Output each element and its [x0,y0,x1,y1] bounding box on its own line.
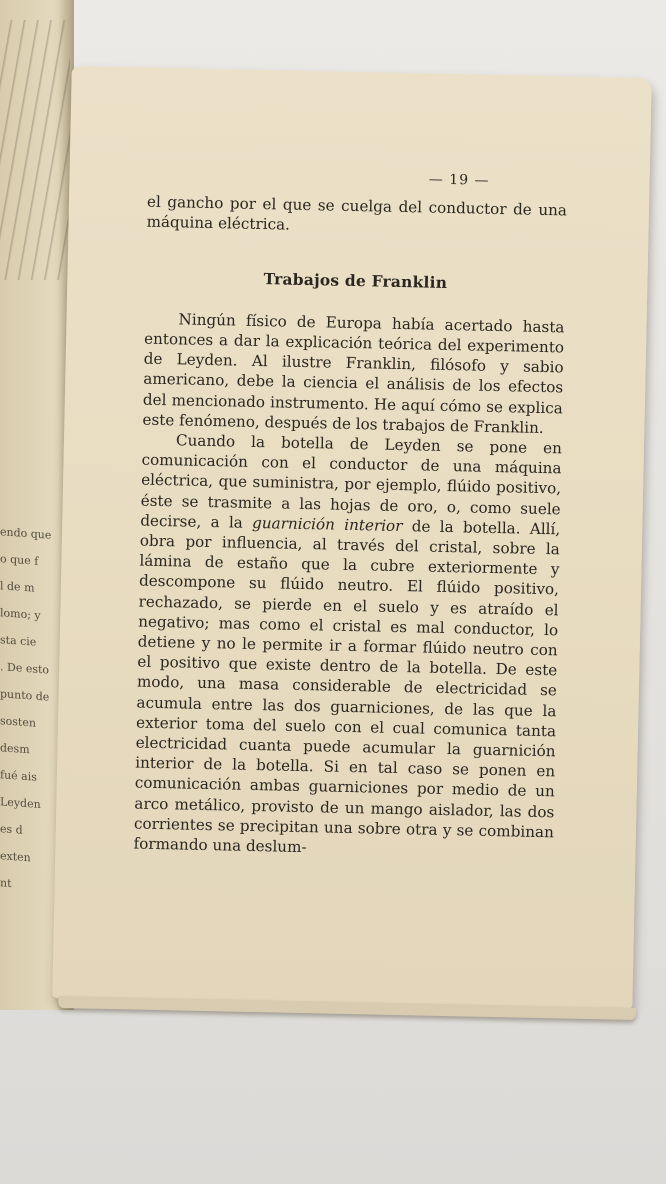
left-fragment: fué ais [0,768,37,784]
left-fragment: o que f [0,552,39,568]
italic-term: guarnición interior [251,513,403,535]
left-fragment: desm [0,741,30,757]
left-fragment: nt [0,876,12,891]
left-fragment: lomo; y [0,606,41,623]
left-fragment: punto de [0,687,50,704]
paragraph-2 [133,430,562,863]
page-body [133,164,567,863]
left-fragment: endo que [0,525,52,542]
left-fragment: sosten [0,714,36,730]
left-fragment: l de m [0,579,35,595]
left-fragment: sta cie [0,633,37,649]
paragraph-2-start: Cuando la botella de Leyden se pone en comunicación con el conductor de una máquina eléctrica, que suministra, por ejemplo, flúido positivo, éste se trasmite a las hojas de oro, o, como suele decirse, a la [140,431,563,532]
paragraph-2-end: de la botella. Allí, obra por influencia, al través del cristal, sobre la lámina de estaño que la cubre exteriormente y descompone su flúido neutro. El flúido positivo, rechazado, se pierde en el suelo y es atraído el negativo; mas como el cristal es mal conductor, lo detiene y no le permite ir a formar flúido neutro con el positivo que existe dentro de la botella. De este modo, una masa considerable de electricidad se acumula entre las dos guarniciones, de las que la exterior toma del suelo con el cual comunica tanta electricidad cuanta puede acumular la guarnición interior de la botella. Si en tal caso se ponen en comunicación ambas guarniciones por medio de un arco metálico, provisto de un mango aislador, las dos corrientes se precipitan una sobre otra y se combinan formando una deslum- [133,516,561,857]
opening-text: el gancho por el que se cuelga del conductor de una máquina eléctrica. [146,192,568,235]
left-fragment: Leyden [0,795,41,812]
left-fragment: exten [0,849,31,865]
left-page-fragments [0,518,51,900]
left-fragment: . De esto [0,660,50,677]
left-fragment: es d [0,822,23,837]
page-number: — 19 — [428,171,490,189]
paragraph-1: Ningún físico de Europa había acertado hasta entonces a dar la explicación teórica del experimento de Leyden. Al ilustre Franklin, filósofo y sabio americano, debe la ciencia el análisis de los efectos del mencionado instrumento. He aquí cómo se explica este fenómeno, después de los trabajos de Franklin. [142,310,565,437]
section-title: Trabajos de Franklin [263,268,448,292]
book-page [52,66,651,1010]
